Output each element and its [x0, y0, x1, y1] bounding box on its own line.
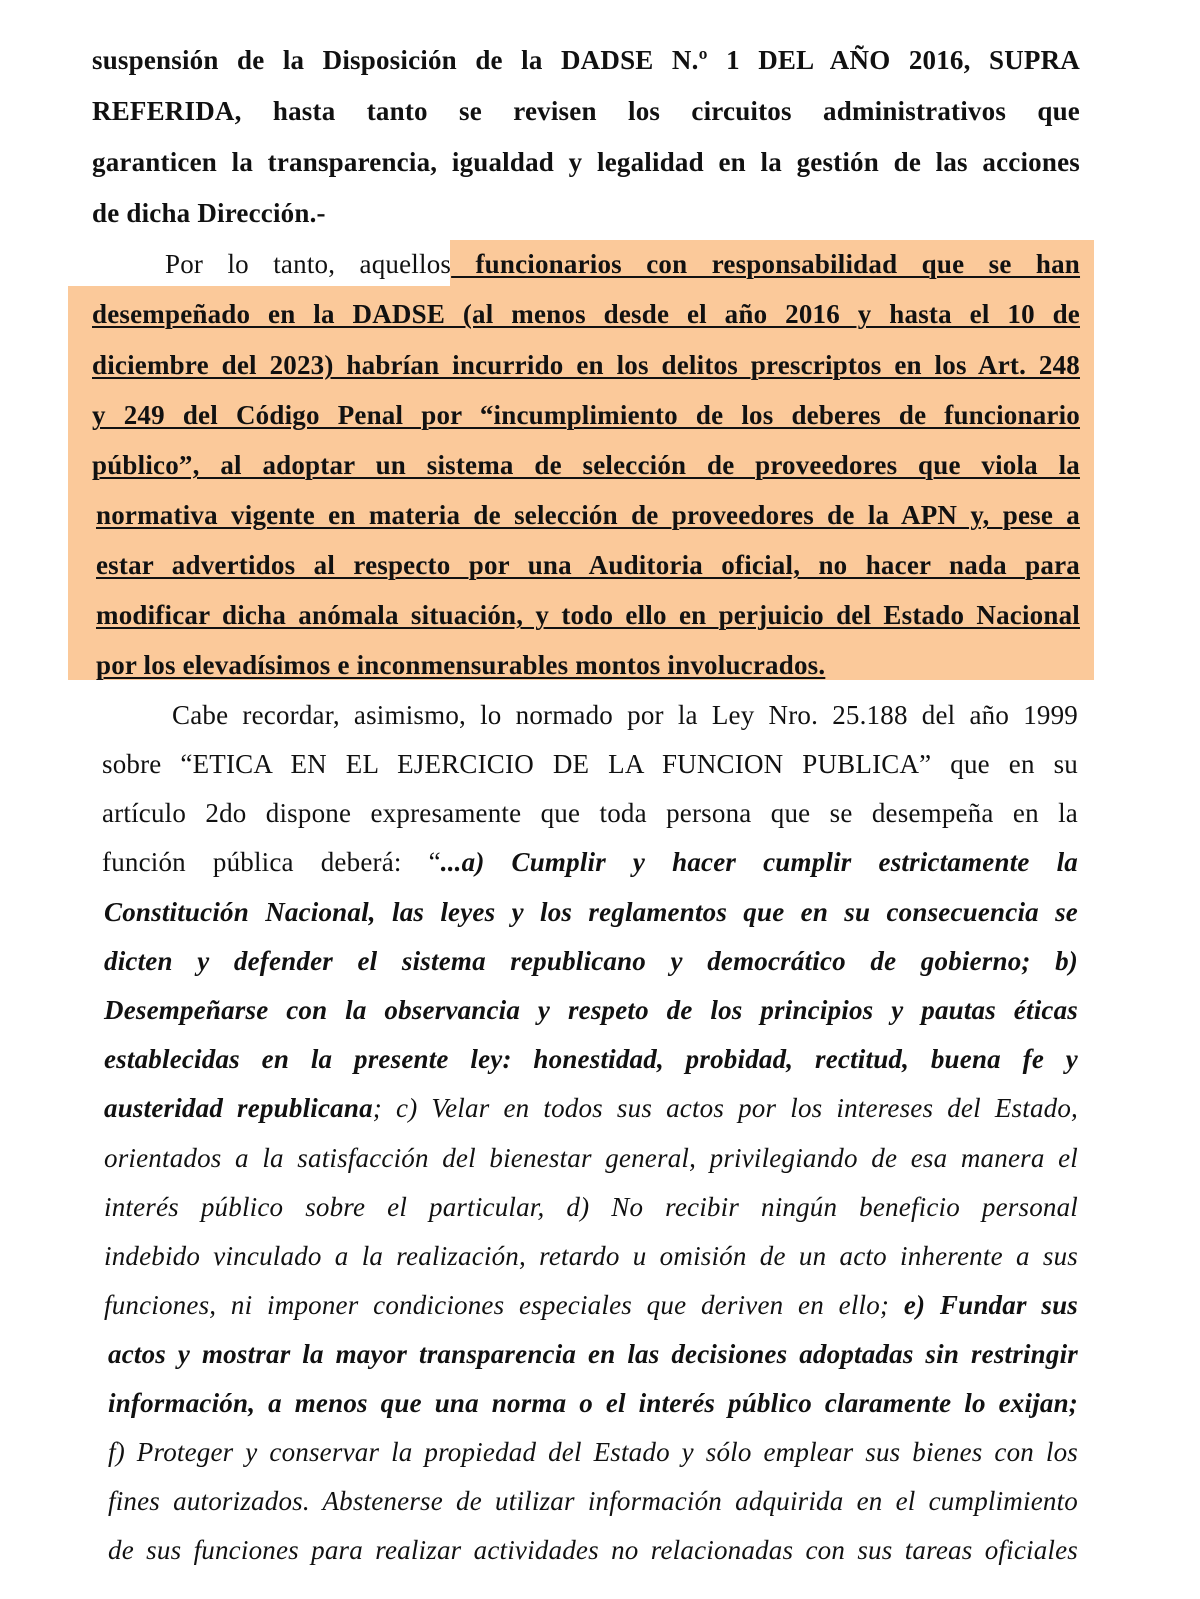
quote-line-5-rest: ; c) Velar en todos sus actos por los intereses del Estado, [372, 1093, 1078, 1123]
para3-line-1: Cabe recordar, asimismo, lo normado por la Ley Nro. 25.188 del año 1999 [172, 700, 1078, 730]
quote-line-10: actos y mostrar la mayor transparencia en las decisiones adoptadas sin restringir [108, 1339, 1078, 1369]
para3-line-2: sobre “ETICA EN EL EJERCICIO DE LA FUNCION PUBLICA” que en su [102, 749, 1078, 779]
para3-line-4 [102, 844, 1078, 880]
quote-line-6: orientados a la satisfacción del bienestar general, privilegiando de esa manera el [104, 1143, 1078, 1173]
quote-line-9-plain: funciones, ni imponer condiciones especiales que deriven en ello; [104, 1290, 904, 1320]
para2-line-1 [165, 246, 1080, 282]
quote-line-5 [104, 1090, 1078, 1126]
quote-line-11: información, a menos que una norma o el interés público claramente lo exijan; [108, 1388, 1078, 1418]
para2-intro: Por lo tanto, aquellos [165, 249, 452, 279]
para2-line-8: modificar dicha anómala situación, y todo ello en perjuicio del Estado Nacional [96, 600, 1080, 630]
quote-line-3: Desempeñarse con la observancia y respeto de los principios y pautas éticas [104, 995, 1078, 1025]
para1-line-1: suspensión de la Disposición de la DADSE N.º 1 DEL AÑO 2016, SUPRA [92, 45, 1080, 75]
para2-line-3: diciembre del 2023) habrían incurrido en los delitos prescriptos en los Art. 248 [92, 350, 1080, 380]
quote-line-8: indebido vinculado a la realización, retardo u omisión de un acto inherente a sus [104, 1241, 1078, 1271]
para2-line-9: por los elevadísimos e inconmensurables montos involucrados. [96, 650, 826, 680]
para1-line-2: REFERIDA, hasta tanto se revisen los circuitos administrativos que [92, 96, 1080, 126]
para3-line-3: artículo 2do dispone expresamente que toda persona que se desempeña en la [102, 798, 1078, 828]
para2-line-2: desempeñado en la DADSE (al menos desde el año 2016 y hasta el 10 de [92, 299, 1080, 329]
quote-line-4: establecidas en la presente ley: honestidad, probidad, rectitud, buena fe y [104, 1044, 1078, 1074]
quote-line-14: de sus funciones para realizar actividades no relacionadas con sus tareas oficiales [108, 1535, 1078, 1565]
quote-line-7: interés público sobre el particular, d) No recibir ningún beneficio personal [104, 1192, 1078, 1222]
quote-line-9-bold: e) Fundar sus [903, 1290, 1078, 1320]
para2-line-6: normativa vigente en materia de selección de proveedores de la APN y, pese a [96, 500, 1080, 530]
para1-line-4: de dicha Dirección.- [92, 198, 326, 228]
quote-line-13: fines autorizados. Abstenerse de utilizar información adquirida en el cumplimiento [108, 1486, 1078, 1516]
para3-line-4-plain: función pública deberá: “ [102, 847, 441, 877]
quote-line-12: f) Proteger y conservar la propiedad del Estado y sólo emplear sus bienes con los [108, 1437, 1078, 1467]
quote-line-5-bold: austeridad republicana [104, 1093, 373, 1123]
quote-line-2: dicten y defender el sistema republicano y democrático de gobierno; b) [104, 946, 1078, 976]
para1-line-3: garanticen la transparencia, igualdad y legalidad en la gestión de las acciones [92, 147, 1080, 177]
para2-line-7: estar advertidos al respecto por una Auditoria oficial, no hacer nada para [96, 550, 1080, 580]
quote-line-9 [104, 1287, 1078, 1323]
quote-line-1: Constitución Nacional, las leyes y los reglamentos que en su consecuencia se [104, 897, 1078, 927]
para2-highlight-first: funcionarios con responsabilidad que se han [451, 249, 1081, 279]
para2-line-4: y 249 del Código Penal por “incumplimiento de los deberes de funcionario [92, 400, 1080, 430]
para2-line-5: público”, al adoptar un sistema de selección de proveedores que viola la [92, 450, 1080, 480]
para3-line-4-italic: ...a) Cumplir y hacer cumplir estrictamente la [440, 847, 1078, 877]
